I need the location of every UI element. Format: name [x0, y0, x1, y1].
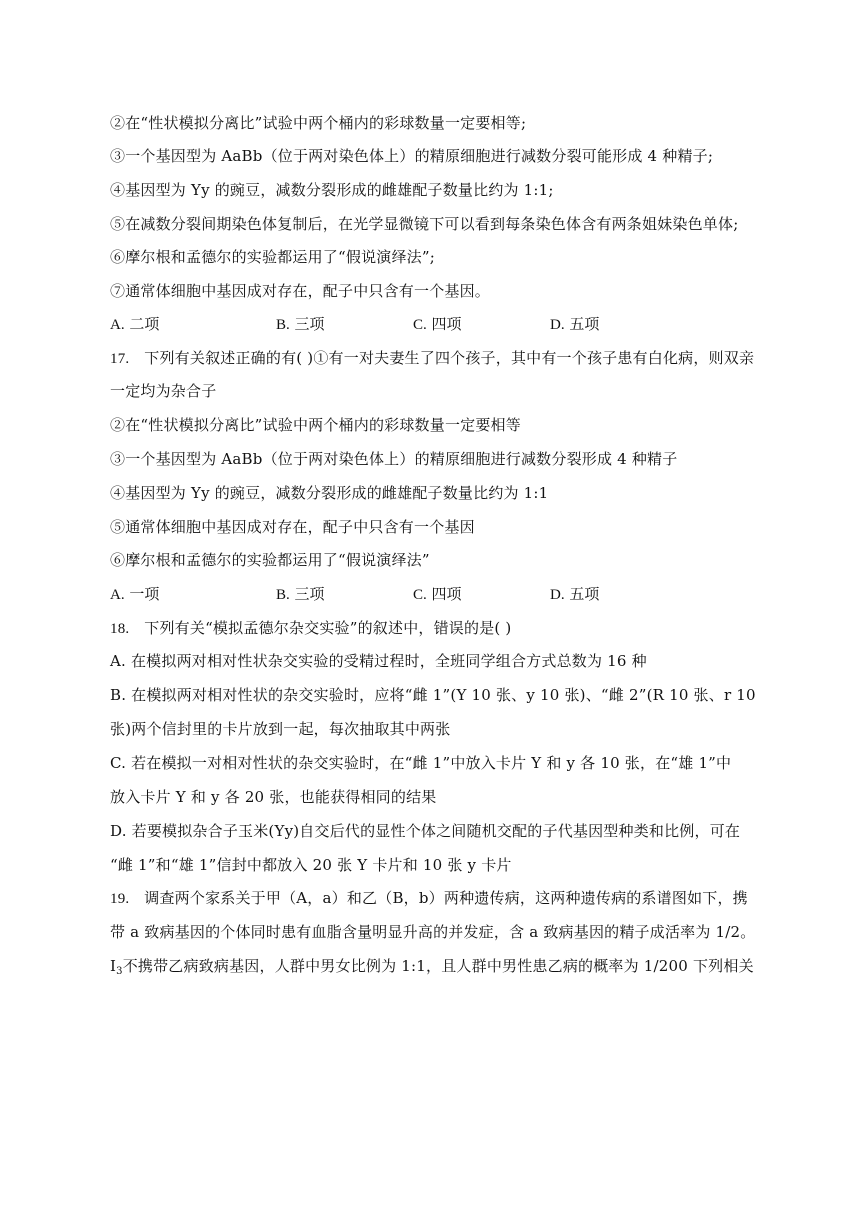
q17-option-c[interactable]: C. 四项 [413, 585, 462, 603]
q17-statement-5: ⑤通常体细胞中基因成对存在，配子中只含有一个基因 [110, 518, 475, 536]
q16-option-c[interactable]: C. 四项 [413, 315, 462, 333]
q18-option-b-line2: 张)两个信封里的卡片放到一起，每次抽取其中两张 [110, 720, 451, 738]
q17-stem-line2: 一定均为杂合子 [110, 382, 217, 400]
q17-statement-2: ②在“性状模拟分离比”试验中两个桶内的彩球数量一定要相等 [110, 416, 521, 434]
q17-option-d[interactable]: D. 五项 [550, 585, 600, 603]
q18-option-c-line2: 放入卡片 Y 和 y 各 20 张，也能获得相同的结果 [110, 788, 437, 806]
q18-option-b-line1[interactable]: B. 在模拟两对相对性状的杂交实验时，应将“雌 1”(Y 10 张、y 10 张)、“雌 2”(R 10 张、r 10 [110, 686, 756, 704]
q17-option-a[interactable]: A. 一项 [110, 585, 160, 603]
statement-3: ③一个基因型为 AaBb（位于两对染色体上）的精原细胞进行减数分裂可能形成 4 种精子; [110, 147, 714, 165]
statement-4: ④基因型为 Yy 的豌豆，减数分裂形成的雌雄配子数量比约为 1:1; [110, 181, 554, 199]
statement-7: ⑦通常体细胞中基因成对存在，配子中只含有一个基因。 [110, 282, 491, 300]
q18-option-d-line1[interactable]: D. 若要模拟杂合子玉米(Yy)自交后代的显性个体之间随机交配的子代基因型种类和比例，可在 [110, 822, 741, 840]
q19-stem-line1: 19. 调查两个家系关于甲（A，a）和乙（B，b）两种遗传病，这两种遗传病的系谱图如下，携 [110, 889, 748, 907]
q16-option-b[interactable]: B. 三项 [276, 315, 325, 333]
q17-statement-4: ④基因型为 Yy 的豌豆，减数分裂形成的雌雄配子数量比约为 1:1 [110, 484, 549, 502]
q17-option-b[interactable]: B. 三项 [276, 585, 325, 603]
statement-2: ②在“性状模拟分离比”试验中两个桶内的彩球数量一定要相等; [110, 114, 527, 132]
q18-option-a[interactable]: A. 在模拟两对相对性状杂交实验的受精过程时，全班同学组合方式总数为 16 种 [110, 652, 647, 670]
q18-option-c-line1[interactable]: C. 若在模拟一对相对性状的杂交实验时，在“雌 1”中放入卡片 Y 和 y 各 10 张，在“雄 1”中 [110, 754, 732, 772]
q19-stem-line2: 带 a 致病基因的个体同时患有血脂含量明显升高的并发症，含 a 致病基因的精子成活率为 1/2。 [110, 923, 756, 941]
q16-option-a[interactable]: A. 二项 [110, 315, 160, 333]
q17-statement-3: ③一个基因型为 AaBb（位于两对染色体上）的精原细胞进行减数分裂形成 4 种精子 [110, 450, 678, 468]
q17-stem-line1: 17. 下列有关叙述正确的有( )①有一对夫妻生了四个孩子，其中有一个孩子患有白化病，则双亲 [110, 349, 755, 367]
q18-number: 18. [110, 621, 130, 637]
q19-number: 19. [110, 891, 130, 907]
q17-statement-6: ⑥摩尔根和孟德尔的实验都运用了“假说演绎法” [110, 551, 430, 569]
statement-6: ⑥摩尔根和孟德尔的实验都运用了“假说演绎法”; [110, 248, 435, 266]
q16-option-d[interactable]: D. 五项 [550, 315, 600, 333]
q19-stem-line3: $Ⅰ_3$不携带乙病致病基因，人群中男女比例为 1:1，且人群中男性患乙病的概率为 1/200 下列相关 [110, 957, 754, 977]
q17-number: 17. [110, 351, 130, 367]
q18-stem: 18. 下列有关“模拟孟德尔杂交实验”的叙述中，错误的是( ) [110, 619, 512, 637]
q18-option-d-line2: “雌 1”和“雄 1”信封中都放入 20 张 Y 卡片和 10 张 y 卡片 [110, 856, 512, 874]
statement-5: ⑤在减数分裂间期染色体复制后，在光学显微镜下可以看到每条染色体含有两条姐妹染色单体; [110, 215, 739, 233]
